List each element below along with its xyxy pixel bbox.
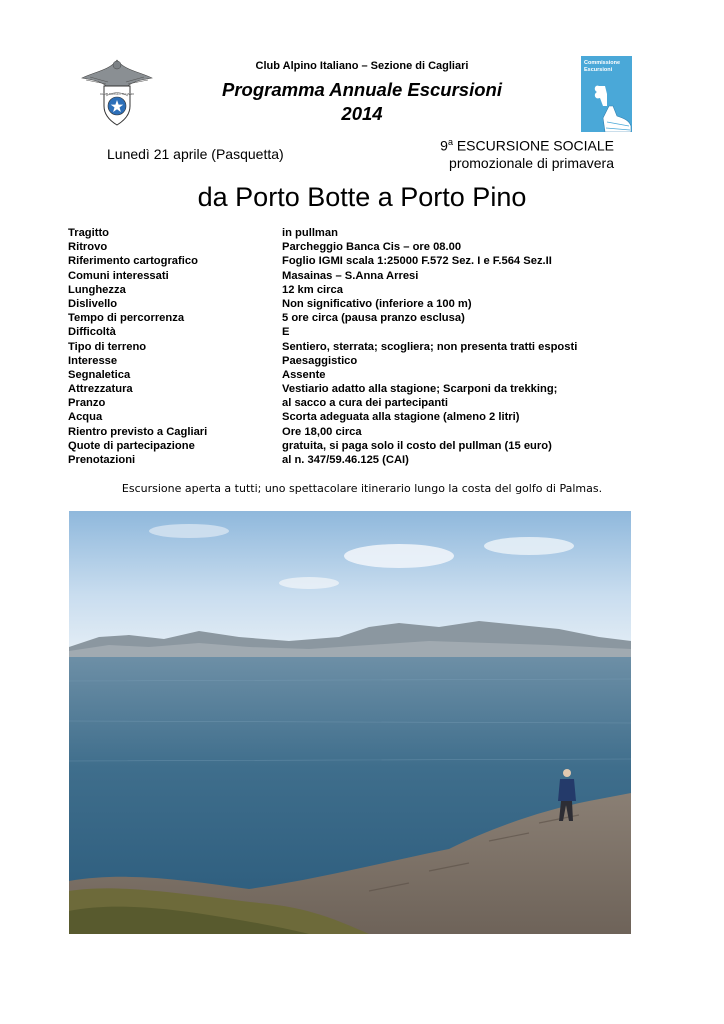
detail-row — [68, 226, 648, 240]
detail-value: Scorta adeguata alla stagione (almeno 2 litri) — [282, 411, 520, 424]
detail-label: Difficoltà — [68, 326, 116, 339]
excursion-info — [440, 134, 614, 172]
detail-row — [68, 240, 648, 254]
detail-label: Rientro previsto a Cagliari — [68, 425, 208, 438]
detail-value: gratuita, si paga solo il costo del pullman (15 euro) — [282, 439, 552, 452]
logo-cai-text: CLUB ALPINO ITALIANO — [100, 92, 134, 96]
program-title — [0, 78, 724, 126]
detail-value: Assente — [282, 368, 326, 381]
detail-row — [68, 311, 648, 325]
landscape-photo — [69, 511, 631, 934]
detail-row — [68, 425, 648, 439]
detail-label: Comuni interessati — [68, 269, 169, 282]
logo-comm-line1: Commissione — [584, 60, 621, 66]
detail-value: al n. 347/59.46.125 (CAI) — [282, 454, 409, 466]
detail-value: Vestiario adatto alla stagione; Scarponi da trekking; — [282, 383, 558, 396]
excursion-type-line — [440, 134, 614, 155]
detail-label: Segnaletica — [68, 368, 131, 381]
detail-value: Sentiero, sterrata; scogliera; non presenta tratti esposti — [282, 340, 578, 353]
detail-value: Ore 18,00 circa — [282, 425, 362, 438]
detail-label: Tempo di percorrenza — [68, 312, 185, 325]
excursion-type: ESCURSIONE SOCIALE — [452, 137, 614, 154]
detail-value: Parcheggio Banca Cis – ore 08.00 — [282, 241, 462, 254]
page-title: da Porto Botte a Porto Pino — [197, 182, 527, 212]
detail-label: Prenotazioni — [68, 454, 136, 466]
detail-value: Paesaggistico — [282, 354, 358, 367]
detail-label: Tragitto — [68, 227, 110, 239]
detail-label: Riferimento cartografico — [68, 255, 198, 268]
detail-row — [68, 340, 648, 354]
detail-label: Pranzo — [68, 397, 106, 410]
detail-label: Attrezzatura — [68, 383, 133, 396]
detail-row — [68, 254, 648, 268]
detail-row — [68, 297, 648, 311]
detail-label: Lunghezza — [68, 283, 126, 296]
detail-label: Ritrovo — [68, 241, 108, 254]
detail-value: E — [282, 326, 290, 339]
excursion-number: 9 — [440, 137, 448, 154]
program-year: 2014 — [341, 103, 383, 124]
event-date: Lunedì 21 aprile (Pasquetta) — [107, 146, 284, 162]
program-title-text: Programma Annuale Escursioni — [222, 79, 502, 100]
detail-value: Masainas – S.Anna Arresi — [282, 269, 419, 282]
detail-label: Quote di partecipazione — [68, 439, 195, 452]
detail-label: Acqua — [68, 411, 103, 424]
detail-row — [68, 410, 648, 424]
detail-row — [68, 368, 648, 382]
excursion-subtitle: promozionale di primavera — [449, 154, 614, 171]
detail-row — [68, 396, 648, 410]
detail-row — [68, 382, 648, 396]
detail-value: 5 ore circa (pausa pranzo esclusa) — [282, 312, 465, 325]
detail-row — [68, 269, 648, 283]
detail-value: Foglio IGMI scala 1:25000 F.572 Sez. I e F.564 Sez.II — [282, 255, 552, 268]
detail-value: al sacco a cura dei partecipanti — [282, 397, 449, 410]
detail-row — [68, 439, 648, 453]
description: Escursione aperta a tutti; uno spettacolare itinerario lungo la costa del golfo di Palmas. — [121, 482, 603, 495]
detail-row — [68, 325, 648, 339]
detail-row — [68, 453, 648, 467]
details-table — [68, 226, 648, 467]
logo-comm-line2: Escursioni — [584, 67, 613, 73]
detail-label: Dislivello — [68, 297, 118, 310]
detail-value: 12 km circa — [282, 283, 343, 296]
detail-label: Tipo di terreno — [68, 340, 147, 353]
detail-value: Non significativo (inferiore a 100 m) — [282, 297, 472, 310]
excursion-sup: a — [447, 137, 453, 147]
detail-row — [68, 283, 648, 297]
detail-value: in pullman — [282, 227, 338, 239]
organization-name: Club Alpino Italiano – Sezione di Cagliari — [255, 60, 469, 72]
detail-label: Interesse — [68, 354, 118, 367]
detail-row — [68, 354, 648, 368]
